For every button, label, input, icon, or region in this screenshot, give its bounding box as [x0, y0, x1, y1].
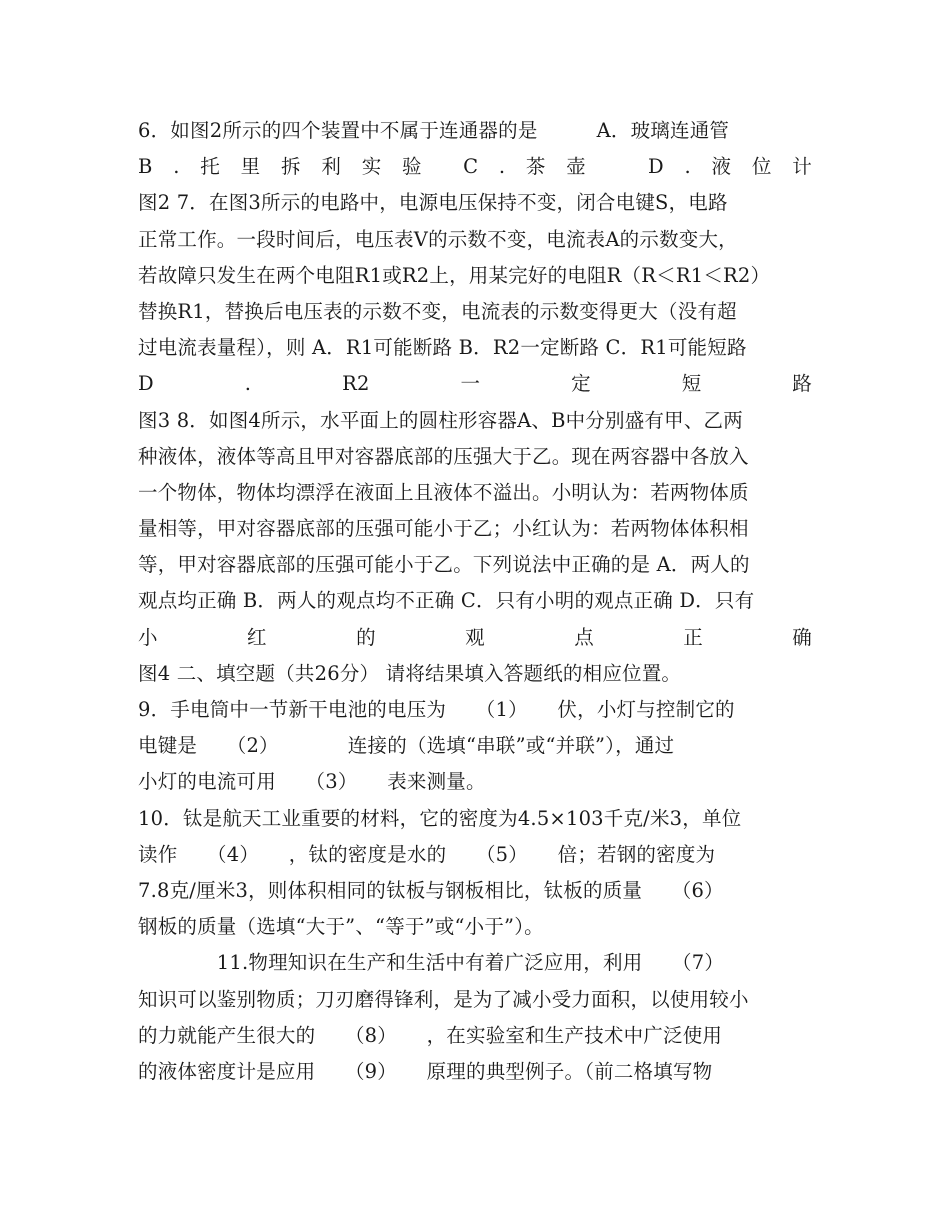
text-line: 6．如图2所示的四个装置中不属于连通器的是 A．玻璃连通管	[138, 119, 730, 142]
text-line: 替换R1，替换后电压表的示数不变，电流表的示数变得更大（没有超	[138, 299, 737, 323]
section-heading-line: 图4 二、填空题（共26分） 请将结果填入答题纸的相应位置。	[138, 661, 682, 685]
text-line-justified	[138, 620, 812, 656]
text-line: 的力就能产生很大的 （8） ，在实验室和生产技术中广泛使用	[138, 1023, 723, 1047]
text-line: 观点均正确 B．两人的观点均不正确 C．只有小明的观点正确 D．只有	[138, 589, 755, 613]
text-fragment: .	[498, 155, 506, 179]
text-fragment: .	[684, 155, 691, 179]
text-fragment: 观	[465, 625, 485, 649]
text-line: 11.物理知识在生产和生活中有着广泛应用，利用 （7）	[138, 951, 725, 975]
text-fragment: 小	[138, 625, 158, 649]
text-fragment: D	[138, 372, 154, 396]
text-fragment: 壶	[566, 155, 586, 179]
text-fragment: 路	[792, 372, 812, 396]
text-line: 钢板的质量（选填“大于”、“等于”或“小于”）。	[138, 915, 544, 939]
text-fragment: 托	[200, 155, 220, 179]
text-line: 一个物体，物体均漂浮在液面上且液体不溢出。小明认为：若两物体质	[138, 480, 749, 504]
text-fragment: 利	[321, 155, 342, 179]
text-line: 10．钛是航天工业重要的材料，它的密度为4.5×103千克/米3，单位	[138, 806, 742, 830]
text-fragment: 液	[711, 155, 732, 179]
text-fragment: B	[138, 155, 153, 179]
text-fragment: 确	[792, 625, 812, 649]
text-fragment: R2	[342, 372, 370, 396]
text-fragment: C	[463, 155, 479, 179]
text-line-justified	[138, 149, 812, 185]
text-fragment: 实	[361, 155, 382, 179]
document-page	[138, 113, 812, 1090]
text-fragment: 点	[574, 625, 594, 649]
text-line: 若故障只发生在两个电阻R1或R2上，用某完好的电阻R（R＜R1＜R2）	[138, 263, 771, 287]
text-line: 的液体密度计是应用 （9） 原理的典型例子。（前二格填写物	[138, 1059, 713, 1083]
text-line: 小灯的电流可用 （3） 表来测量。	[138, 770, 486, 794]
text-line: 9．手电筒中一节新干电池的电压为 （1） 伏，小灯与控制它的	[138, 698, 735, 721]
text-fragment: .	[244, 372, 252, 396]
text-line: 7.8克/厘米3，则体积相同的钛板与钢板相比，钛板的质量 （6）	[138, 878, 724, 902]
text-fragment: 计	[792, 155, 812, 179]
text-line: 量相等，甲对容器底部的压强可能小于乙；小红认为：若两物体体积相	[138, 517, 749, 541]
text-fragment: 位	[751, 155, 772, 179]
text-line: 电键是 （2） 连接的（选填“串联”或“并联”），通过	[138, 734, 675, 758]
text-fragment: 的	[356, 625, 376, 649]
text-line: 等，甲对容器底部的压强可能小于乙。下列说法中正确的是 A．两人的	[138, 553, 750, 577]
text-line: 图2 7．在图3所示的电路中，电源电压保持不变，闭合电键S，电路	[138, 191, 728, 215]
text-fragment: 里	[240, 155, 261, 179]
text-line: 知识可以鉴别物质；刀刃磨得锋利，是为了减小受力面积，以使用较小	[138, 987, 749, 1011]
text-line: 读作 （4） ，钛的密度是水的 （5） 倍；若钢的密度为	[138, 842, 716, 866]
text-fragment: 拆	[280, 155, 301, 179]
text-fragment: 一	[460, 372, 481, 396]
text-line: 图3 8．如图4所示，水平面上的圆柱形容器A、B中分别盛有甲、乙两	[138, 408, 743, 432]
text-fragment: 茶	[525, 155, 546, 179]
text-fragment: 验	[402, 155, 422, 179]
text-fragment: 定	[571, 372, 591, 396]
text-line-justified	[138, 366, 812, 402]
text-fragment: 短	[681, 372, 702, 396]
text-fragment: 红	[247, 625, 267, 649]
text-line: 过电流表量程），则 A．R1可能断路 B．R2一定断路 C．R1可能短路	[138, 336, 747, 360]
text-fragment: .	[173, 155, 180, 179]
text-line: 正常工作。一段时间后，电压表V的示数不变，电流表A的示数变大，	[138, 227, 738, 251]
text-fragment: D	[647, 155, 664, 179]
text-line: 种液体，液体等高且甲对容器底部的压强大于乙。现在两容器中各放入	[138, 444, 749, 468]
text-fragment: 正	[683, 625, 703, 649]
